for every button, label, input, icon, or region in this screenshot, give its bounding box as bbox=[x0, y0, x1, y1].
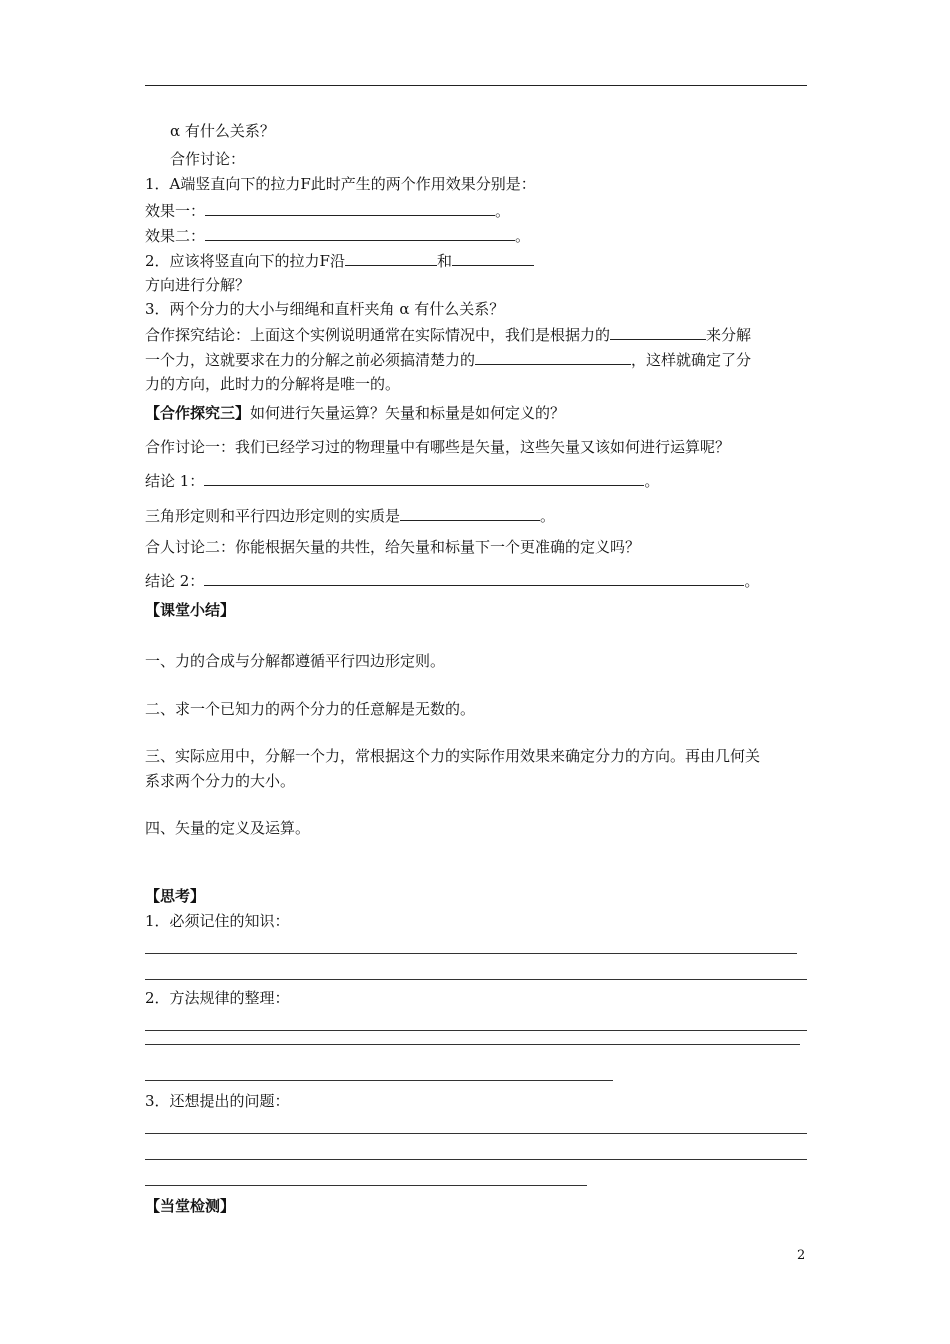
page-number: 2 bbox=[797, 1248, 806, 1263]
blank-field[interactable] bbox=[205, 200, 495, 216]
text-line: 合作讨论： bbox=[170, 150, 246, 168]
text-line: α 有什么关系？ bbox=[170, 122, 275, 140]
answer-line[interactable] bbox=[145, 979, 807, 980]
summary-item: 一、力的合成与分解都遵循平行四边形定则。 bbox=[145, 652, 446, 670]
answer-line[interactable] bbox=[145, 1030, 807, 1031]
answer-line[interactable] bbox=[145, 1044, 800, 1045]
summary-heading: 【课堂小结】 bbox=[145, 601, 236, 619]
effect-one-line: 效果一： 。 bbox=[145, 202, 511, 220]
blank-field[interactable] bbox=[475, 349, 631, 365]
text-line: 2．应该将竖直向下的拉力F沿 和 bbox=[145, 250, 534, 271]
think-item: 1．必须记住的知识： bbox=[145, 912, 290, 930]
blank-field[interactable] bbox=[610, 324, 706, 340]
summary-item: 系求两个分力的大小。 bbox=[145, 772, 296, 790]
text-line: 3．两个分力的大小与细绳和直杆夹角 α 有什么关系？ bbox=[145, 300, 505, 318]
text-line: 1．A端竖直向下的拉力F此时产生的两个作用效果分别是： bbox=[145, 175, 536, 193]
text-line: 方向进行分解？ bbox=[145, 276, 251, 294]
effect-two-line: 效果二： 。 bbox=[145, 227, 531, 245]
text-line: 三角形定则和平行四边形定则的实质是 。 bbox=[145, 507, 556, 525]
text-line: 一个力，这就要求在力的分解之前必须搞清楚力的 ，这样就确定了分 bbox=[145, 351, 752, 369]
blank-field[interactable] bbox=[400, 505, 540, 521]
summary-item: 三、实际应用中，分解一个力，常根据这个力的实际作用效果来确定分力的方向。再由几何关 bbox=[145, 747, 761, 765]
answer-line[interactable] bbox=[145, 1080, 613, 1081]
think-heading: 【思考】 bbox=[145, 887, 206, 905]
blank-field[interactable] bbox=[452, 250, 534, 266]
blank-field[interactable] bbox=[205, 225, 515, 241]
summary-item: 二、求一个已知力的两个分力的任意解是无数的。 bbox=[145, 700, 476, 718]
answer-line[interactable] bbox=[145, 1159, 807, 1160]
blank-field[interactable] bbox=[204, 570, 744, 586]
think-item: 3．还想提出的问题： bbox=[145, 1092, 290, 1110]
answer-line[interactable] bbox=[145, 953, 797, 954]
header-rule bbox=[145, 85, 807, 86]
summary-item: 四、矢量的定义及运算。 bbox=[145, 819, 311, 837]
think-item: 2．方法规律的整理： bbox=[145, 989, 290, 1007]
text-line: 力的方向，此时力的分解将是唯一的。 bbox=[145, 375, 401, 393]
test-heading: 【当堂检测】 bbox=[145, 1197, 236, 1215]
conclusion-one-line: 结论 1： 。 bbox=[145, 472, 660, 490]
blank-field[interactable] bbox=[345, 250, 437, 266]
text-line: 合作探究结论：上面这个实例说明通常在实际情况中，我们是根据力的 来分解 bbox=[145, 326, 752, 344]
blank-field[interactable] bbox=[204, 470, 644, 486]
conclusion-two-line: 结论 2： 。 bbox=[145, 572, 760, 590]
answer-line[interactable] bbox=[145, 1185, 587, 1186]
answer-line[interactable] bbox=[145, 1133, 807, 1134]
text-line: 合人讨论二：你能根据矢量的共性，给矢量和标量下一个更准确的定义吗？ bbox=[145, 538, 641, 556]
section-heading: 【合作探究三】如何进行矢量运算？矢量和标量是如何定义的？ bbox=[145, 404, 566, 422]
text-line: 合作讨论一：我们已经学习过的物理量中有哪些是矢量，这些矢量又该如何进行运算呢？ bbox=[145, 438, 731, 456]
